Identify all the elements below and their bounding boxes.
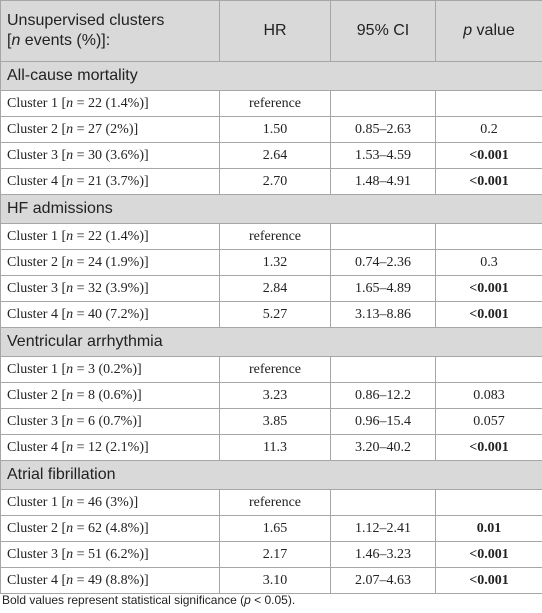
cluster-label: Cluster 3 [n = 51 (6.2%)] (1, 542, 220, 568)
section-title: Ventricular arrhythmia (1, 328, 542, 357)
ci-value: 3.20–40.2 (331, 435, 436, 461)
cluster-label: Cluster 2 [n = 8 (0.6%)] (1, 383, 220, 409)
p-value: 0.083 (436, 383, 542, 409)
hr-value: 2.84 (220, 276, 331, 302)
section-row (1, 195, 542, 224)
section-title: Atrial fibrillation (1, 461, 542, 490)
table-row (1, 435, 542, 461)
cluster-label: Cluster 4 [n = 40 (7.2%)] (1, 302, 220, 328)
cluster-label: Cluster 2 [n = 62 (4.8%)] (1, 516, 220, 542)
footnote: Bold values represent statistical significance (p < 0.05). (2, 593, 296, 607)
ci-value: 0.96–15.4 (331, 409, 436, 435)
p-value: <0.001 (436, 542, 542, 568)
table-row (1, 490, 542, 516)
ci-value (331, 357, 436, 383)
table-row (1, 224, 542, 250)
hr-value: 11.3 (220, 435, 331, 461)
table-row (1, 276, 542, 302)
cluster-label: Cluster 1 [n = 46 (3%)] (1, 490, 220, 516)
table-row (1, 91, 542, 117)
cluster-label: Cluster 3 [n = 32 (3.9%)] (1, 276, 220, 302)
table-row (1, 542, 542, 568)
cluster-label: Cluster 4 [n = 21 (3.7%)] (1, 169, 220, 195)
p-value: <0.001 (436, 435, 542, 461)
cluster-label: Cluster 3 [n = 30 (3.6%)] (1, 143, 220, 169)
section-title: HF admissions (1, 195, 542, 224)
header-p-value: p value (436, 1, 542, 62)
p-value: 0.057 (436, 409, 542, 435)
ci-value: 0.74–2.36 (331, 250, 436, 276)
table-row (1, 357, 542, 383)
table-row (1, 143, 542, 169)
table-row (1, 302, 542, 328)
cluster-label: Cluster 1 [n = 3 (0.2%)] (1, 357, 220, 383)
ci-value: 1.53–4.59 (331, 143, 436, 169)
p-value: 0.3 (436, 250, 542, 276)
p-value (436, 91, 542, 117)
header-ci: 95% CI (331, 1, 436, 62)
hr-value: 3.10 (220, 568, 331, 594)
p-value (436, 490, 542, 516)
cluster-label: Cluster 1 [n = 22 (1.4%)] (1, 91, 220, 117)
p-value: <0.001 (436, 568, 542, 594)
hr-value: reference (220, 224, 331, 250)
ci-value: 3.13–8.86 (331, 302, 436, 328)
hr-value: reference (220, 91, 331, 117)
cluster-label: Cluster 2 [n = 27 (2%)] (1, 117, 220, 143)
cluster-label: Cluster 1 [n = 22 (1.4%)] (1, 224, 220, 250)
table-row (1, 516, 542, 542)
hr-value: 5.27 (220, 302, 331, 328)
p-value: <0.001 (436, 276, 542, 302)
cluster-label: Cluster 3 [n = 6 (0.7%)] (1, 409, 220, 435)
section-title: All-cause mortality (1, 62, 542, 91)
ci-value: 0.86–12.2 (331, 383, 436, 409)
p-value: 0.2 (436, 117, 542, 143)
ci-value (331, 91, 436, 117)
section-row (1, 328, 542, 357)
table-row (1, 117, 542, 143)
table-row (1, 169, 542, 195)
hr-value: 1.50 (220, 117, 331, 143)
ci-value: 2.07–4.63 (331, 568, 436, 594)
header-clusters: Unsupervised clusters [n events (%)]: (1, 1, 220, 62)
table-row (1, 250, 542, 276)
header-row (1, 1, 542, 62)
hr-value: reference (220, 490, 331, 516)
p-value: <0.001 (436, 143, 542, 169)
hr-value: 3.85 (220, 409, 331, 435)
cluster-label: Cluster 2 [n = 24 (1.9%)] (1, 250, 220, 276)
table-row (1, 409, 542, 435)
table-row (1, 383, 542, 409)
hr-value: 2.17 (220, 542, 331, 568)
ci-value: 1.46–3.23 (331, 542, 436, 568)
p-value: 0.01 (436, 516, 542, 542)
ci-value: 1.48–4.91 (331, 169, 436, 195)
hr-value: 1.65 (220, 516, 331, 542)
table-body (1, 62, 542, 594)
ci-value: 1.12–2.41 (331, 516, 436, 542)
header-hr: HR (220, 1, 331, 62)
section-row (1, 62, 542, 91)
hr-value: 2.64 (220, 143, 331, 169)
ci-value: 1.65–4.89 (331, 276, 436, 302)
section-row (1, 461, 542, 490)
ci-value: 0.85–2.63 (331, 117, 436, 143)
hr-value: 1.32 (220, 250, 331, 276)
p-value: <0.001 (436, 169, 542, 195)
cluster-label: Cluster 4 [n = 49 (8.8%)] (1, 568, 220, 594)
table-row (1, 568, 542, 594)
hr-value: 3.23 (220, 383, 331, 409)
p-value (436, 224, 542, 250)
ci-value (331, 490, 436, 516)
hr-value: 2.70 (220, 169, 331, 195)
ci-value (331, 224, 436, 250)
cluster-label: Cluster 4 [n = 12 (2.1%)] (1, 435, 220, 461)
p-value (436, 357, 542, 383)
p-value: <0.001 (436, 302, 542, 328)
hr-value: reference (220, 357, 331, 383)
